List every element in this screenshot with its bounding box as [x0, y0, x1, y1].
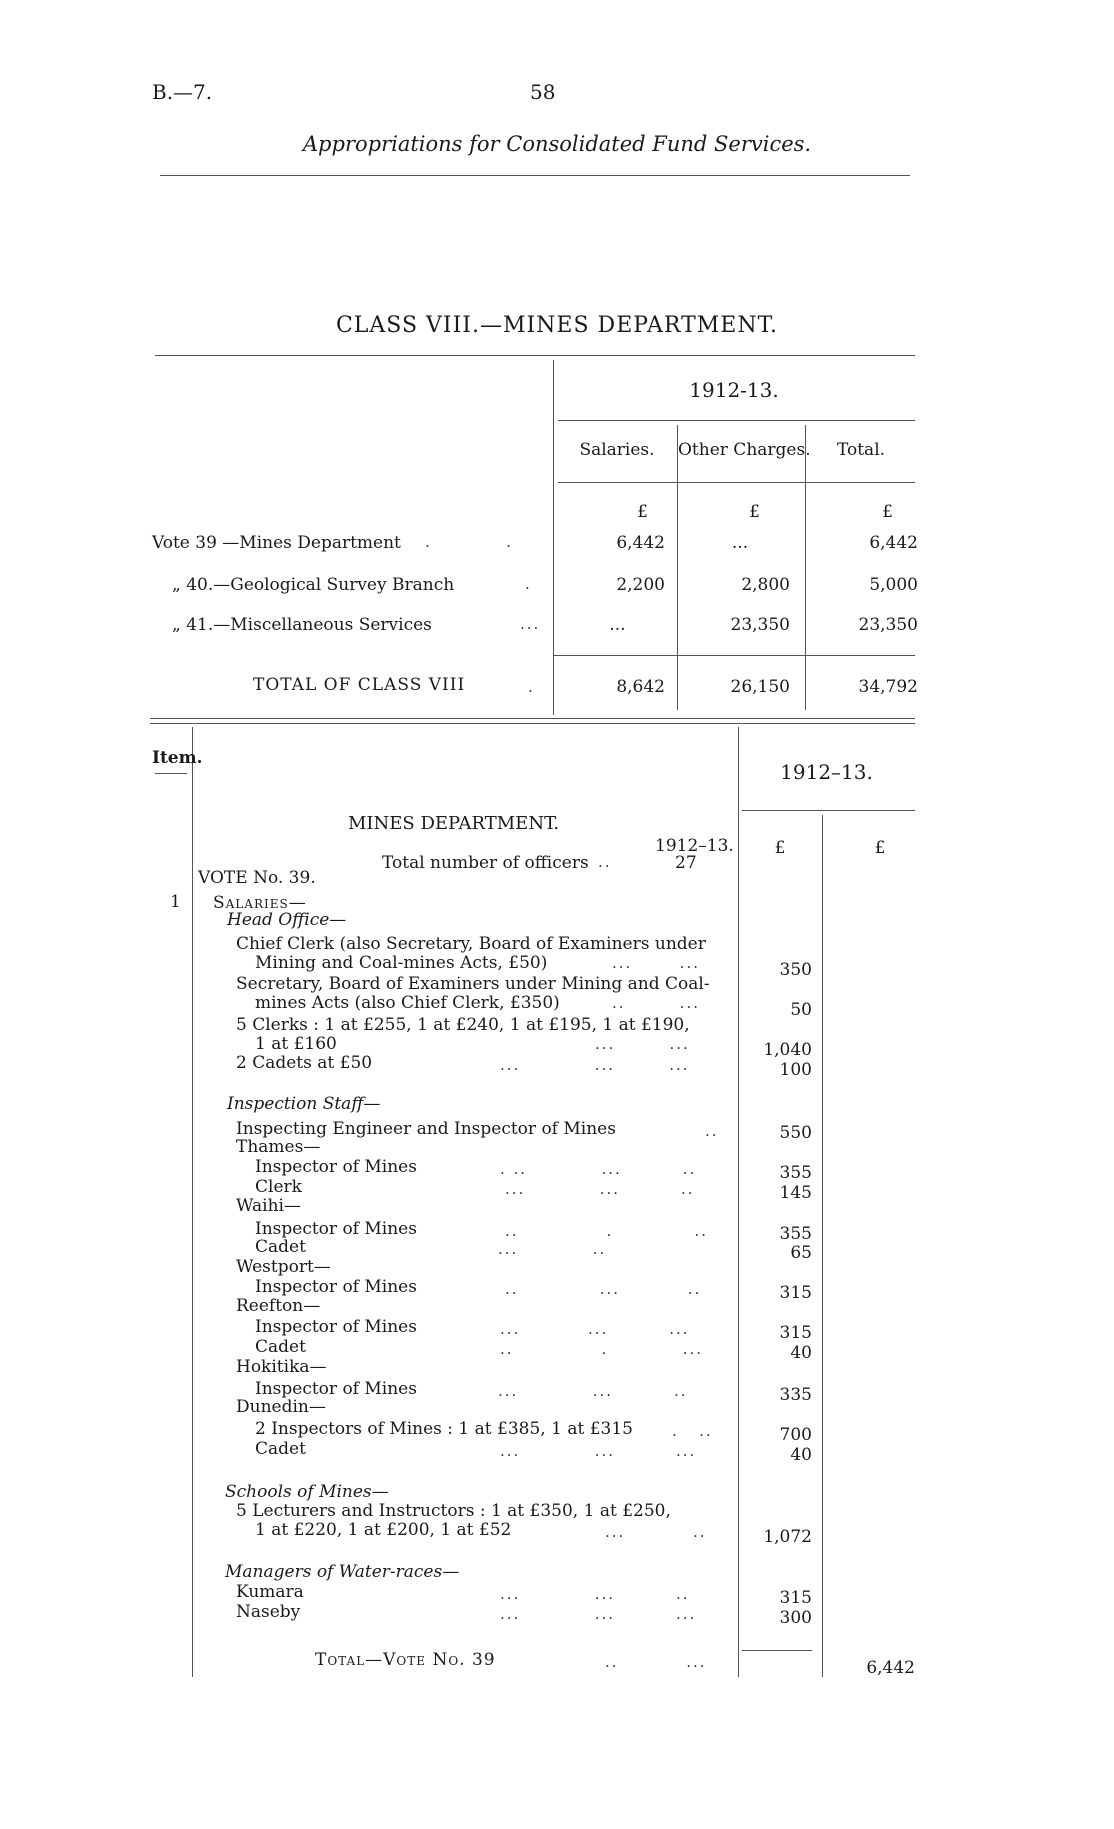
leader-dots: .. — [598, 853, 612, 871]
leader-dots: ... ... ... — [500, 1056, 690, 1074]
leader-dots: ... ... — [612, 954, 700, 972]
summary-row-other: 23,350 — [730, 615, 790, 635]
summary-col-divider-2 — [805, 425, 806, 710]
page-title: Appropriations for Consolidated Fund Services. — [302, 132, 812, 156]
detail-year-rule — [742, 810, 915, 811]
line-item: Inspecting Engineer and Inspector of Mines — [236, 1119, 616, 1139]
leader-dots: .. . .. — [505, 1222, 709, 1240]
line-item: 1 at £220, 1 at £200, 1 at £52 — [255, 1520, 512, 1540]
subtotal-rule — [742, 1650, 812, 1651]
location-heading: Thames— — [236, 1137, 321, 1157]
detail-year: 1912–13. — [780, 760, 873, 784]
page-number: 58 — [530, 80, 556, 104]
line-item: 5 Lecturers and Instructors : 1 at £350, 1 at £250, — [236, 1501, 671, 1521]
header-rule — [160, 175, 910, 176]
line-amount: 355 — [779, 1163, 812, 1183]
leader-dots: ... .. — [498, 1240, 607, 1258]
line-item: Inspector of Mines — [255, 1277, 417, 1297]
line-amount: 1,072 — [763, 1527, 812, 1547]
leader-dots: . — [528, 678, 535, 696]
total-vote-amount: 6,442 — [866, 1658, 915, 1678]
leader-dots: .. . ... — [500, 1340, 704, 1358]
currency-total: £ — [882, 502, 893, 522]
summary-row-other: 2,800 — [741, 575, 790, 595]
location-heading: Hokitika— — [236, 1357, 327, 1377]
col-total: Total. — [836, 440, 886, 460]
summary-total-rule — [553, 655, 915, 656]
item-column-divider — [192, 727, 193, 1677]
leader-dots: ... ... ... — [500, 1605, 697, 1623]
currency-other: £ — [749, 502, 760, 522]
line-amount: 1,040 — [763, 1040, 812, 1060]
leader-dots: .. ... — [605, 1653, 707, 1671]
line-amount: 315 — [779, 1588, 812, 1608]
line-item: 1 at £160 — [255, 1034, 337, 1054]
line-amount: 355 — [779, 1224, 812, 1244]
line-amount: 40 — [790, 1445, 812, 1465]
line-amount: 315 — [779, 1323, 812, 1343]
item-number: 1 — [170, 892, 181, 912]
summary-col-divider-1 — [677, 425, 678, 710]
summary-bottom-rule-2 — [150, 723, 915, 724]
col-other-charges: Other Charges. — [678, 440, 811, 460]
location-heading: Waihi— — [236, 1196, 301, 1216]
summary-total-label: TOTAL OF CLASS VIII — [253, 675, 466, 695]
summary-row-other: ... — [731, 533, 749, 553]
item-header-rule — [155, 773, 187, 774]
summary-row-salaries: ... — [609, 615, 626, 635]
summary-row-label: „ 40.—Geological Survey Branch — [172, 575, 455, 595]
line-item: Secretary, Board of Examiners under Mining and Coal- — [236, 974, 710, 994]
leader-dots: ... — [520, 615, 541, 633]
line-item: Inspector of Mines — [255, 1157, 417, 1177]
inspection-staff-heading: Inspection Staff— — [227, 1094, 381, 1114]
line-amount: 700 — [779, 1425, 812, 1445]
leader-dots: . .. — [672, 1422, 713, 1440]
summary-head-rule — [558, 482, 915, 483]
summary-row-total: 5,000 — [869, 575, 918, 595]
location-heading: Westport— — [236, 1257, 331, 1277]
summary-top-rule — [155, 355, 915, 356]
line-item: Cadet — [255, 1237, 306, 1257]
line-item: 5 Clerks : 1 at £255, 1 at £240, 1 at £195, 1 at £190, — [236, 1015, 690, 1035]
summary-divider — [553, 360, 554, 715]
line-item: Inspector of Mines — [255, 1219, 417, 1239]
line-item: Mining and Coal-mines Acts, £50) — [255, 953, 548, 973]
summary-row-label: Vote 39 —Mines Department — [152, 533, 401, 553]
summary-year-rule — [558, 420, 915, 421]
line-item: Clerk — [255, 1177, 302, 1197]
leader-dots: . — [525, 575, 532, 593]
summary-row-label: „ 41.—Miscellaneous Services — [172, 615, 432, 635]
salaries-heading: Salaries— — [213, 893, 307, 913]
line-amount: 315 — [779, 1283, 812, 1303]
summary-total-total: 34,792 — [858, 677, 918, 697]
officers-year: 1912–13. — [655, 836, 734, 856]
line-amount: 40 — [790, 1343, 812, 1363]
line-item: mines Acts (also Chief Clerk, £350) — [255, 993, 560, 1013]
line-amount: 50 — [790, 1000, 812, 1020]
line-item: Chief Clerk (also Secretary, Board of Examiners under — [236, 934, 706, 954]
line-amount: 300 — [779, 1608, 812, 1628]
leader-dots: . . — [425, 533, 513, 551]
schools-heading: Schools of Mines— — [225, 1482, 389, 1502]
document-reference: B.—7. — [152, 80, 213, 104]
line-item: 2 Inspectors of Mines : 1 at £385, 1 at £315 — [255, 1419, 633, 1439]
line-amount: 350 — [779, 960, 812, 980]
leader-dots: .. ... .. — [505, 1280, 702, 1298]
head-office-heading: Head Office— — [227, 910, 347, 930]
leader-dots: ... ... .. — [498, 1382, 688, 1400]
summary-total-salaries: 8,642 — [616, 677, 665, 697]
leader-dots: ... .. — [605, 1523, 707, 1541]
leader-dots: ... ... .. — [500, 1585, 690, 1603]
line-amount: 550 — [779, 1123, 812, 1143]
line-item: Naseby — [236, 1602, 301, 1622]
line-amount: 100 — [779, 1060, 812, 1080]
line-item: Inspector of Mines — [255, 1317, 417, 1337]
officers-label: Total number of officers — [382, 853, 589, 873]
item-header: Item. — [152, 748, 203, 768]
col-salaries: Salaries. — [579, 440, 655, 460]
leader-dots: ... ... — [595, 1035, 690, 1053]
summary-bottom-rule — [150, 718, 915, 719]
vote-heading: VOTE No. 39. — [198, 868, 316, 888]
summary-row-total: 6,442 — [869, 533, 918, 553]
leader-dots: .. — [705, 1122, 719, 1140]
location-heading: Dunedin— — [236, 1397, 326, 1417]
department-heading: MINES DEPARTMENT. — [348, 813, 560, 834]
line-amount: 65 — [790, 1243, 812, 1263]
line-item: Cadet — [255, 1439, 306, 1459]
summary-row-salaries: 2,200 — [616, 575, 665, 595]
officers-count: 27 — [675, 853, 697, 873]
total-vote-label: Total—Vote No. 39 — [315, 1650, 496, 1670]
total-column-divider — [822, 815, 823, 1677]
line-item: Cadet — [255, 1337, 306, 1357]
summary-total-other: 26,150 — [730, 677, 790, 697]
class-title: CLASS VIII.—MINES DEPARTMENT. — [335, 313, 779, 338]
line-item: 2 Cadets at £50 — [236, 1053, 373, 1073]
summary-row-total: 23,350 — [858, 615, 918, 635]
location-heading: Reefton— — [236, 1296, 321, 1316]
leader-dots: ... ... .. — [505, 1180, 695, 1198]
amount-column-divider — [738, 727, 739, 1677]
summary-year: 1912-13. — [689, 378, 779, 402]
leader-dots: .. ... — [612, 994, 700, 1012]
leader-dots: ... ... ... — [500, 1442, 697, 1460]
leader-dots: . .. ... .. — [500, 1160, 697, 1178]
currency-salaries: £ — [637, 502, 648, 522]
line-amount: 335 — [779, 1385, 812, 1405]
detail-currency-1: £ — [774, 838, 786, 858]
managers-heading: Managers of Water-races— — [225, 1562, 460, 1582]
detail-currency-2: £ — [874, 838, 886, 858]
line-amount: 145 — [779, 1183, 812, 1203]
line-item: Inspector of Mines — [255, 1379, 417, 1399]
summary-row-salaries: 6,442 — [616, 533, 665, 553]
line-item: Kumara — [236, 1582, 304, 1602]
leader-dots: ... ... ... — [500, 1320, 690, 1338]
